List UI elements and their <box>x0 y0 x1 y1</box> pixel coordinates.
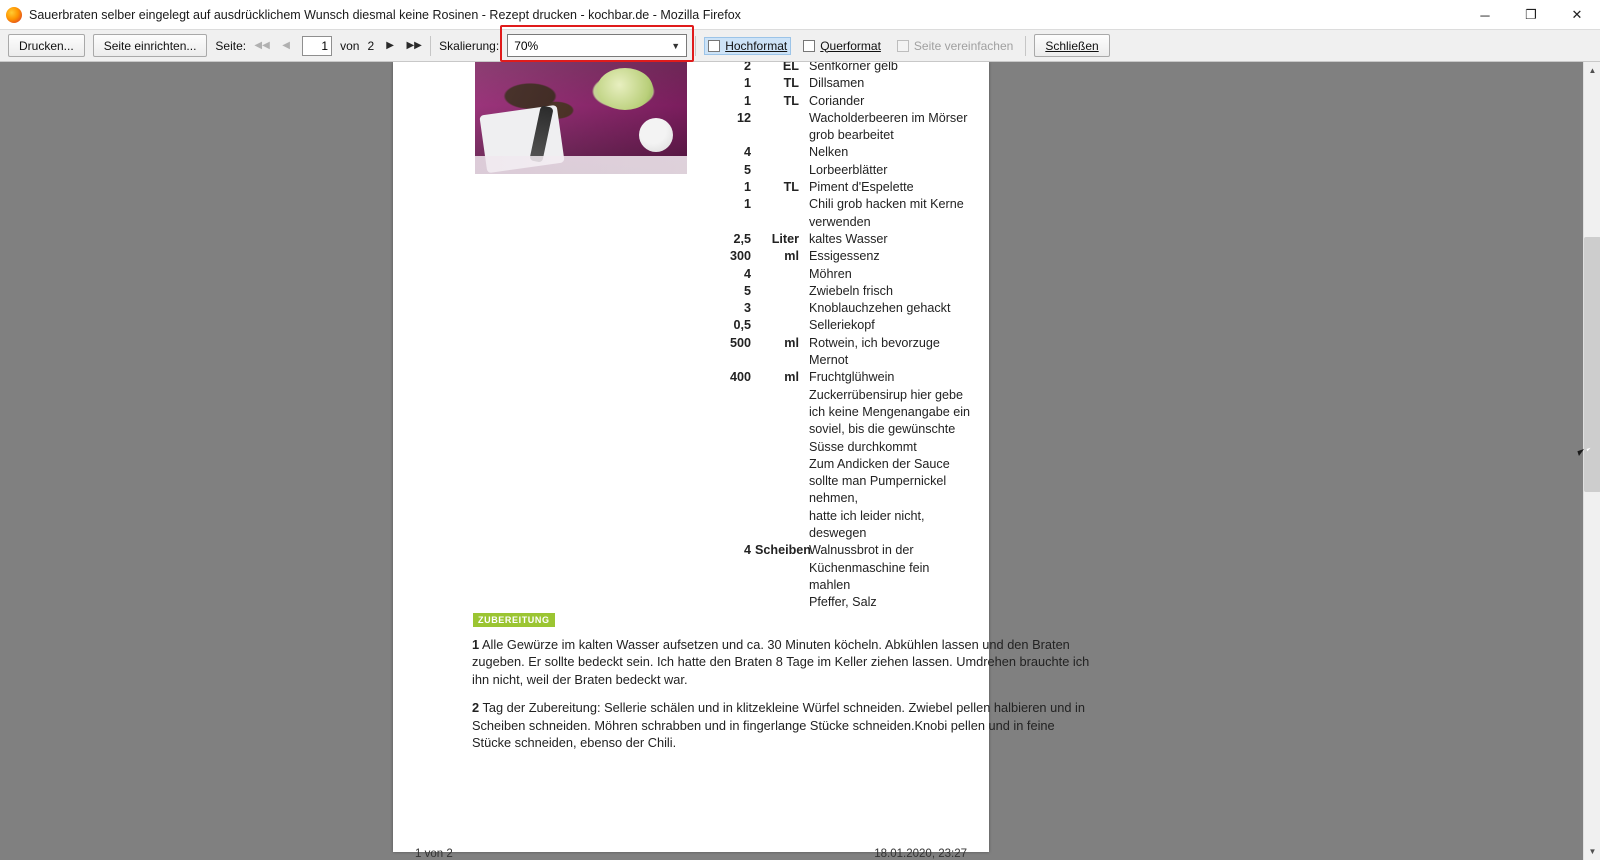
checkbox-icon <box>708 40 720 52</box>
ingredient-quantity: 1 <box>743 76 751 91</box>
ingredient-name: Zwiebeln frisch <box>809 283 893 298</box>
ingredient-row <box>711 266 971 283</box>
ingredient-quantity: 1 <box>743 93 751 108</box>
step-text: Alle Gewürze im kalten Wasser aufsetzen und ca. 30 Minuten köcheln. Abkühlen lassen und den Braten zugeben. Er sollte bedeckt sein. Ich hatte den Braten 8 Tage im Keller ziehen lassen. Umdrehen brauchte ich ihn nicht, weil der Braten bedeckt war. <box>472 637 1090 687</box>
page-number-input[interactable] <box>302 36 332 56</box>
simplify-page-label: Seite vereinfachen <box>913 38 1014 53</box>
scrollbar-thumb[interactable] <box>1584 237 1600 492</box>
checkbox-icon <box>803 40 815 52</box>
ingredient-row <box>711 317 971 334</box>
simplify-page-checkbox <box>893 37 1017 55</box>
ingredient-row <box>711 594 971 611</box>
window-title: Sauerbraten selber eingelegt auf ausdrücklichem Wunsch diesmal keine Rosinen - Rezept drucken - kochbar.de - Mozilla Firefox <box>29 7 741 22</box>
ingredient-name: Nelken <box>809 145 849 160</box>
ingredient-row <box>711 283 971 300</box>
landscape-label: Querformat <box>820 38 881 53</box>
photo-cup <box>639 118 673 152</box>
toolbar-divider-1 <box>430 36 431 56</box>
next-page-icon[interactable]: ▶ <box>386 40 394 51</box>
last-page-icon[interactable]: ▶▶ <box>406 40 422 51</box>
preparation-step <box>472 699 1097 751</box>
ingredient-row <box>711 248 971 265</box>
ingredient-row <box>711 93 971 110</box>
landscape-checkbox[interactable] <box>799 37 885 55</box>
ingredient-quantity: 0,5 <box>733 318 751 333</box>
ingredient-name: Senfkörner gelb <box>809 62 898 73</box>
page-setup-button[interactable]: Seite einrichten... <box>93 34 208 57</box>
ingredient-unit: TL <box>783 180 799 195</box>
ingredient-quantity: 3 <box>743 301 751 316</box>
ingredient-row <box>711 421 971 456</box>
scale-label: Skalierung: <box>439 38 500 53</box>
ingredient-name: soviel, bis die gewünschte Süsse durchkommt <box>809 422 956 454</box>
ingredient-quantity: 2,5 <box>733 231 751 246</box>
ingredient-name: Essigessenz <box>809 249 880 264</box>
page-of-label: von <box>340 38 360 53</box>
ingredient-row <box>711 300 971 317</box>
ingredient-name: Fruchtglühwein <box>809 370 895 385</box>
ingredient-name: Pfeffer, Salz <box>809 595 877 610</box>
ingredient-quantity: 300 <box>729 249 751 264</box>
step-text: Tag der Zubereitung: Sellerie schälen und in klitzekleine Würfel schneiden. Zwiebel pellen halbieren und in Scheiben schneiden. Möhren schrabben und in fingerlange Stücke schneiden.Knobi pellen und in feine Stücke schneiden, ebenso der Chili. <box>472 700 1085 751</box>
ingredient-name: Selleriekopf <box>809 318 875 333</box>
portrait-label: Hochformat <box>725 38 788 53</box>
first-page-icon[interactable]: ◀◀ <box>254 40 270 51</box>
ingredient-name: hatte ich leider nicht, deswegen <box>809 508 925 541</box>
page-label: Seite: <box>215 38 247 53</box>
ingredient-row <box>711 231 971 248</box>
ingredient-row <box>711 162 971 179</box>
close-preview-button[interactable] <box>1034 34 1109 57</box>
ingredient-name: kaltes Wasser <box>809 231 888 246</box>
ingredient-unit: TL <box>783 76 799 91</box>
ingredient-unit: EL <box>782 62 799 73</box>
ingredient-quantity: 400 <box>729 370 751 385</box>
ingredient-quantity: 5 <box>743 162 751 177</box>
ingredient-unit: Liter <box>771 231 799 246</box>
scale-select[interactable] <box>507 34 687 57</box>
ingredient-quantity: 2 <box>743 62 751 73</box>
ingredient-quantity: 5 <box>743 283 751 298</box>
step-number: 1 <box>472 637 480 652</box>
recipe-photo <box>475 62 687 174</box>
footer-page-number: 1 von 2 <box>415 848 453 860</box>
ingredient-quantity: 500 <box>729 335 751 350</box>
print-button[interactable]: Drucken... <box>8 34 85 57</box>
ingredient-quantity: 12 <box>736 110 751 125</box>
firefox-logo-icon <box>6 7 22 23</box>
ingredient-unit: Scheiben <box>755 543 811 558</box>
step-number: 2 <box>472 700 480 716</box>
print-preview-toolbar <box>0 30 1600 62</box>
checkbox-icon <box>897 40 909 52</box>
photo-bowl <box>597 68 653 110</box>
ingredient-unit: ml <box>784 370 799 385</box>
ingredient-name: Lorbeerblätter <box>809 162 888 177</box>
ingredient-row <box>711 144 971 161</box>
toolbar-divider-2 <box>695 36 696 56</box>
ingredient-name: Zuckerrübensirup hier gebe ich keine Mengenangabe ein <box>809 387 971 419</box>
ingredient-unit: ml <box>784 249 799 264</box>
photo-cloth <box>475 156 687 174</box>
portrait-checkbox[interactable] <box>704 37 791 55</box>
ingredient-row <box>711 335 971 370</box>
ingredient-quantity: 4 <box>743 145 751 160</box>
ingredient-name: Piment d'Espelette <box>809 180 914 195</box>
print-page-sheet <box>393 62 1090 860</box>
ingredient-row <box>711 62 971 75</box>
minimize-button[interactable]: ─ <box>1480 7 1490 23</box>
preparation-step <box>472 636 1097 688</box>
vertical-scrollbar[interactable] <box>1583 62 1600 860</box>
page-footer <box>393 848 989 860</box>
close-preview-label: Schließen <box>1045 38 1099 53</box>
window-titlebar <box>0 0 1600 30</box>
ingredient-quantity: 1 <box>743 197 751 212</box>
ingredient-name: Möhren <box>809 266 852 281</box>
maximize-button[interactable]: ❐ <box>1525 7 1537 22</box>
ingredient-quantity: 4 <box>743 543 751 558</box>
ingredient-row <box>711 110 971 145</box>
close-window-button[interactable]: ✕ <box>1571 7 1583 22</box>
ingredient-row <box>711 369 971 386</box>
ingredient-unit: ml <box>784 335 799 350</box>
print-preview-area <box>0 62 1600 860</box>
ingredient-name: Coriander <box>809 93 865 108</box>
ingredient-name: Knoblauchzehen gehackt <box>809 301 951 316</box>
ingredient-name: Chili grob hacken mit Kerne verwenden <box>809 197 964 229</box>
preparation-steps <box>472 636 1097 762</box>
ingredient-row <box>711 542 971 594</box>
ingredient-name: Zum Andicken der Sauce sollte man Pumpernickel nehmen, <box>809 456 950 506</box>
scale-selected-value: 70% <box>514 38 539 53</box>
ingredient-list <box>711 62 971 612</box>
scale-control <box>507 34 687 57</box>
ingredient-row <box>711 508 971 543</box>
ingredient-quantity: 1 <box>743 180 751 195</box>
chevron-down-icon: ▼ <box>671 40 681 51</box>
preparation-section-tag: ZUBEREITUNG <box>473 613 555 627</box>
page-total-label: 2 <box>367 38 375 53</box>
ingredient-unit: TL <box>783 93 799 108</box>
scroll-up-icon[interactable]: ▲ <box>1584 62 1600 79</box>
ingredient-quantity: 4 <box>743 266 751 281</box>
ingredient-name: Rotwein, ich bevorzuge Mernot <box>809 335 940 368</box>
ingredient-row <box>711 75 971 92</box>
ingredient-name: Wacholderbeeren im Mörser grob bearbeitet <box>809 110 968 143</box>
ingredient-row <box>711 387 971 422</box>
ingredient-row <box>711 456 971 508</box>
toolbar-divider-3 <box>1025 36 1026 56</box>
ingredient-name: Walnussbrot in der Küchenmaschine fein mahlen <box>809 543 930 592</box>
ingredient-name: Dillsamen <box>809 76 865 91</box>
scroll-down-icon[interactable]: ▼ <box>1584 843 1600 860</box>
ingredient-row <box>711 179 971 196</box>
footer-timestamp: 18.01.2020, 23:27 <box>874 848 967 860</box>
previous-page-icon[interactable]: ◀ <box>282 40 290 51</box>
ingredient-row <box>711 196 971 231</box>
window-controls <box>1462 0 1600 30</box>
